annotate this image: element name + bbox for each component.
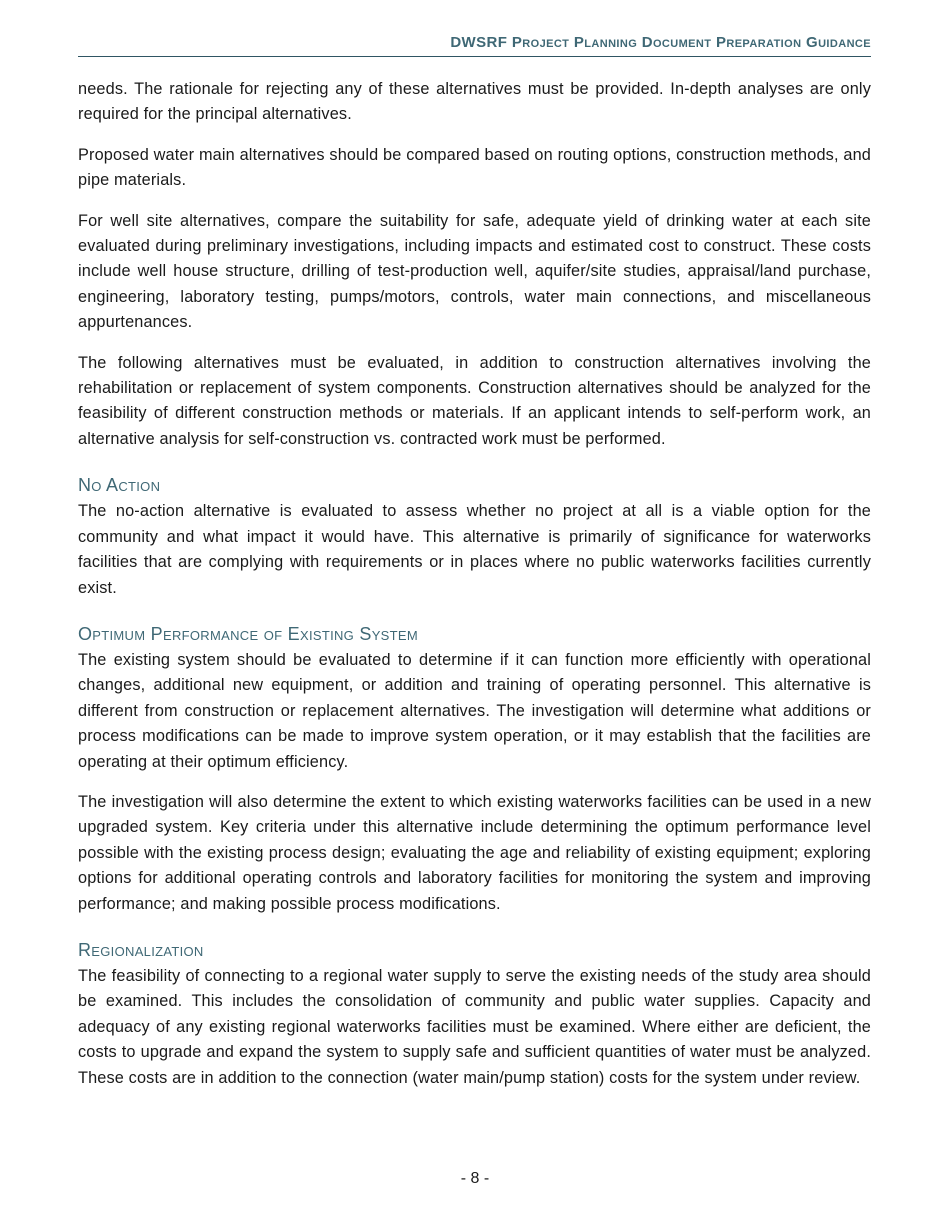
running-header: DWSRF Project Planning Document Preparation Guidance	[78, 34, 871, 57]
page-number: - 8 -	[460, 1170, 490, 1187]
section-heading-no-action: No Action	[78, 475, 161, 496]
paragraph: The feasibility of connecting to a regional water supply to serve the existing needs of the study area should be examined. This includes the consolidation of community and public water supplies. Capacity and adequacy of any existing regional waterworks facilities must be examined. Where either are deficient, the costs to upgrade and expand the system to supply safe and sufficient quantities of water must be analyzed. These costs are in addition to the connection (water main/pump station) costs for the system under review.	[78, 966, 871, 1087]
paragraph: needs. The rationale for rejecting any of these alternatives must be provided. In-depth analyses are only required for the principal alternatives.	[78, 80, 871, 124]
paragraph: The following alternatives must be evaluated, in addition to construction alternatives involving the rehabilitation or replacement of system components. Construction alternatives should be analyzed for the feasibility of different construction methods or materials. If an applicant intends to self-perform work, an alternative analysis for self-construction vs. contracted work must be performed.	[78, 353, 871, 448]
paragraph: The existing system should be evaluated to determine if it can function more efficiently with operational changes, additional new equipment, or addition and training of operating personnel. This alternative is different from construction or replacement alternatives. The investigation will determine what additions or process modifications can be made to improve system operation, or it may establish that the facilities are operating at their optimum efficiency.	[78, 650, 871, 771]
paragraph: Proposed water main alternatives should be compared based on routing options, construction methods, and pipe materials.	[78, 145, 871, 190]
paragraph: The no-action alternative is evaluated to assess whether no project at all is a viable option for the community and what impact it would have. This alternative is primarily of significance for waterworks facilities that are complying with requirements or in places where no public waterworks facilities currently exist.	[78, 502, 871, 597]
paragraph: The investigation will also determine the extent to which existing waterworks facilities can be used in a new upgraded system. Key criteria under this alternative include determining the optimum performance level possible with the existing process design; evaluating the age and reliability of existing equipment; exploring options for additional operating controls and laboratory facilities for monitoring the system and improving performance; and making possible process modifications.	[78, 792, 871, 913]
section-heading-optimum-performance: Optimum Performance of Existing System	[78, 623, 418, 644]
section-heading-regionalization: Regionalization	[78, 939, 204, 960]
page-body	[78, 77, 871, 1106]
paragraph: For well site alternatives, compare the suitability for safe, adequate yield of drinking water at each site evaluated during preliminary investigations, including impacts and estimated cost to construct. These costs include well house structure, drilling of test-production well, aquifer/site studies, appraisal/land purchase, engineering, laboratory testing, pumps/motors, controls, water main connections, and miscellaneous appurtenances.	[78, 211, 871, 332]
